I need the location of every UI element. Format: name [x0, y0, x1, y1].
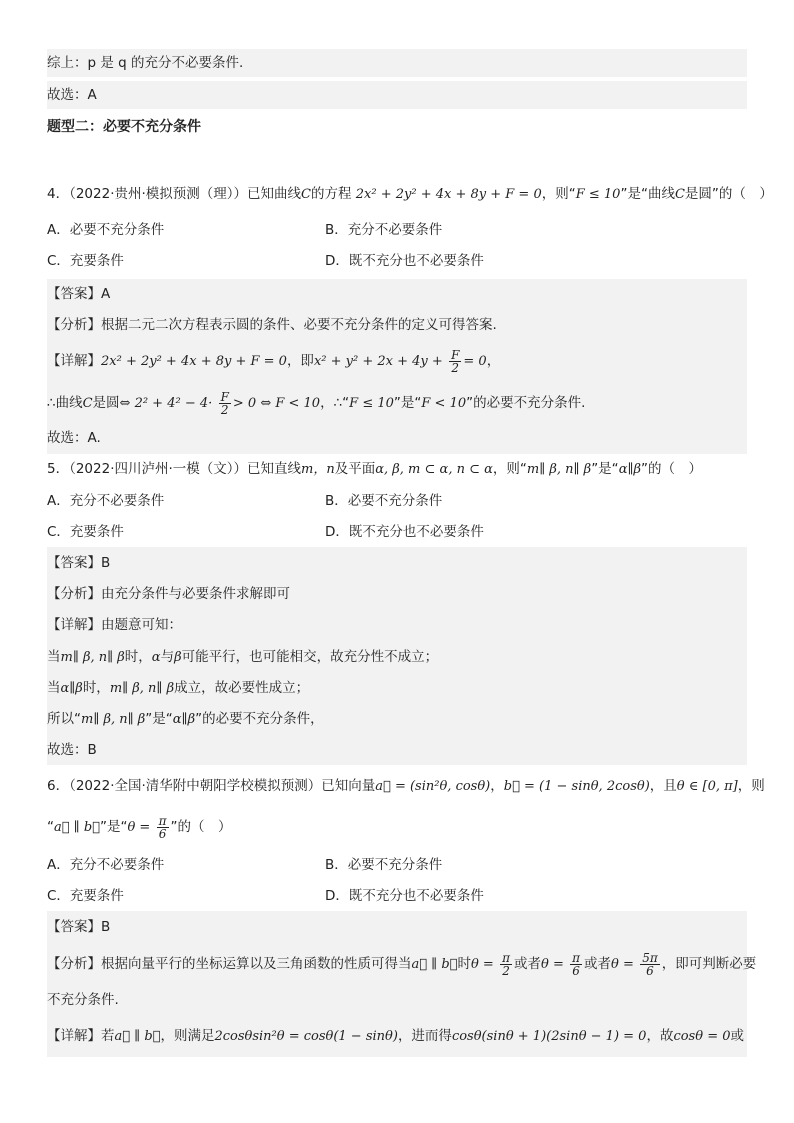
section-heading: [47, 113, 747, 141]
fraction: $\frac{F}{2}$: [451, 347, 460, 375]
q5-option-d: D．既不充分也不必要条件: [325, 524, 484, 540]
q5-detail: 【详解】由题意可知：: [47, 617, 182, 633]
q5-analysis: 【分析】由充分条件与必要条件求解即可: [47, 586, 290, 602]
q5-option-c: C．充要条件: [47, 524, 124, 540]
q5-answer: 【答案】B: [47, 555, 111, 571]
q4-option-d: D．既不充分也不必要条件: [325, 253, 484, 269]
choose-text: 故选：A: [47, 87, 97, 103]
q5-stem: 5．（2022·四川泸州·一模（文））已知直线m，n及平面α, β, m ⊂ α, n ⊂ α，则“m∥ β, n∥ β”是“α∥β”的（ ）: [47, 461, 702, 477]
q4-option-b: B．充分不必要条件: [325, 222, 443, 238]
q4-analysis: 【分析】根据二元二次方程表示圆的条件、必要不充分条件的定义可得答案.: [47, 317, 497, 333]
section-title: 题型二：必要不充分条件: [47, 119, 201, 135]
q4-answer: 【答案】A: [47, 286, 111, 302]
q4-option-a: A．必要不充分条件: [47, 222, 165, 238]
q5-option-a: A．充分不必要条件: [47, 493, 165, 509]
summary-text: 综上：p 是 q 的充分不必要条件.: [47, 55, 244, 71]
fraction: $\frac{\pi}{6}$: [572, 950, 581, 978]
q5-choose: 故选：B: [47, 742, 97, 758]
q4-stem: 4．（2022·贵州·模拟预测（理））已知曲线C的方程 2x² + 2y² + 4x + 8y + F = 0，则“F ≤ 10”是“曲线C是圆”的（ ）: [47, 186, 773, 202]
q4-choose: 故选：A.: [47, 430, 101, 446]
q6-stem-line2: “a⃗ ∥ b⃗”是“θ = $\frac{\pi}{6}$ ”的（ ）: [47, 813, 232, 841]
q6-option-d: D．既不充分也不必要条件: [325, 888, 484, 904]
q5-detail-line3: 所以“m∥ β, n∥ β”是“α∥β”的必要不充分条件，: [47, 711, 324, 727]
q4-option-c: C．充要条件: [47, 253, 124, 269]
q6-stem: 6．（2022·全国·清华附中朝阳学校模拟预测）已知向量a⃗ = (sin²θ, cosθ)，b⃗ = (1 − sinθ, 2cosθ)，且θ ∈ [0, π]，则: [47, 778, 765, 794]
q4-detail-line2: ∴曲线C是圆⇔ 2² + 4² − 4· $\frac{F}{2}$ > 0 ⇔ F < 10，∴“F ≤ 10”是“F < 10”的必要不充分条件.: [47, 389, 586, 417]
q5-detail-line1: 当m∥ β, n∥ β时，α与β可能平行，也可能相交，故充分性不成立；: [47, 649, 439, 665]
fraction: $\frac{F}{2}$: [220, 389, 229, 417]
choose-line: [47, 81, 747, 109]
q6-answer: 【答案】B: [47, 919, 111, 935]
q6-detail: 【详解】若a⃗ ∥ b⃗，则满足2cosθsin²θ = cosθ(1 − sinθ)，进而得cosθ(sinθ + 1)(2sinθ − 1) = 0，故cosθ = 0或: [47, 1028, 744, 1044]
q4-detail: 【详解】2x² + 2y² + 4x + 8y + F = 0，即x² + y² + 2x + 4y + $\frac{F}{2}$ = 0，: [47, 347, 501, 375]
q6-analysis: 【分析】根据向量平行的坐标运算以及三角函数的性质可得当a⃗ ∥ b⃗时θ = $\frac{\pi}{2}$ 或者θ = $\frac{\pi}{6}$ 或者θ = $\frac{5\pi}{6}$ ，即可判断必要: [47, 950, 757, 978]
fraction: $\frac{\pi}{2}$: [502, 950, 510, 978]
q6-option-b: B．必要不充分条件: [325, 857, 443, 873]
q5-detail-line2: 当α∥β时，m∥ β, n∥ β成立，故必要性成立；: [47, 680, 310, 696]
fraction: $\frac{\pi}{6}$: [158, 813, 167, 841]
fraction: $\frac{5\pi}{6}$: [642, 950, 658, 978]
summary-line: [47, 49, 747, 77]
q6-option-a: A．充分不必要条件: [47, 857, 165, 873]
q6-option-c: C．充要条件: [47, 888, 124, 904]
q5-option-b: B．必要不充分条件: [325, 493, 443, 509]
q6-analysis-line2: 不充分条件.: [47, 992, 119, 1008]
